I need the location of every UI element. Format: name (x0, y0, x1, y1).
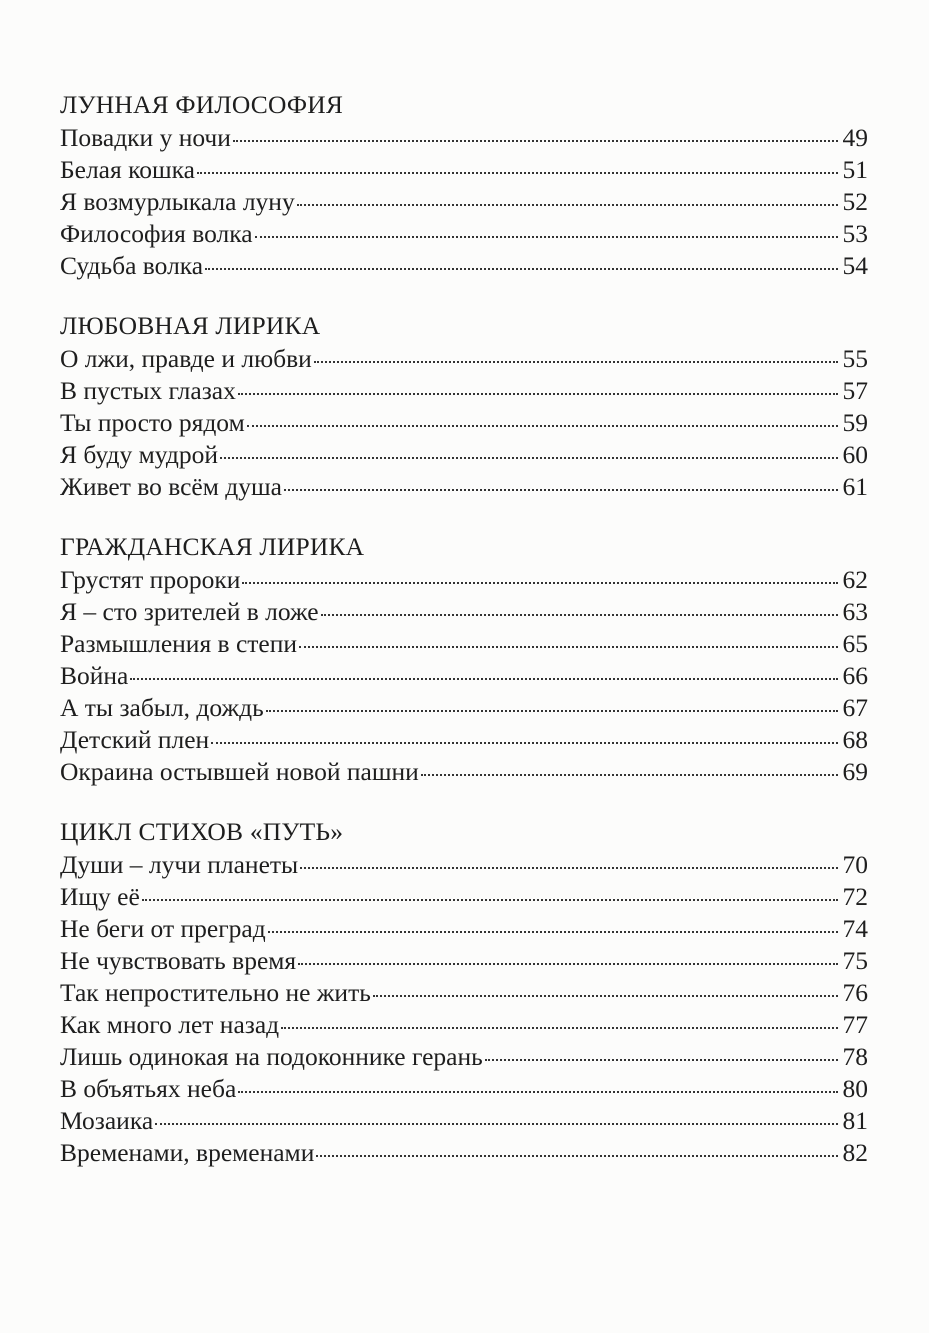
dot-leader (238, 393, 838, 395)
dot-leader (211, 742, 838, 744)
toc-entry (60, 881, 868, 913)
toc-entry (60, 1105, 868, 1137)
toc-entry (60, 1073, 868, 1105)
entry-title: Души – лучи планеты (60, 850, 299, 879)
page-number: 77 (842, 1010, 868, 1039)
entry-title: Я – сто зрителей в ложе (60, 597, 319, 626)
toc-entry (60, 186, 868, 218)
page-number: 75 (842, 946, 868, 975)
page-number: 57 (842, 376, 868, 405)
dot-leader (300, 867, 838, 869)
page-number: 67 (842, 693, 868, 722)
page-number: 82 (842, 1138, 868, 1167)
page-number: 49 (842, 123, 868, 152)
dot-leader (255, 236, 838, 238)
dot-leader (421, 774, 838, 776)
page-number: 53 (842, 219, 868, 248)
toc-section (60, 309, 868, 503)
dot-leader (316, 1155, 838, 1157)
page-number: 81 (842, 1106, 868, 1135)
entry-title: Повадки у ночи (60, 123, 231, 152)
toc-entry (60, 343, 868, 375)
entry-title: Философия волка (60, 219, 253, 248)
page-number: 70 (842, 850, 868, 879)
dot-leader (373, 995, 838, 997)
dot-leader (238, 1091, 838, 1093)
entry-title: Размышления в степи (60, 629, 298, 658)
dot-leader (197, 172, 838, 174)
entry-title: Не беги от преград (60, 914, 266, 943)
page-number: 63 (842, 597, 868, 626)
dot-leader (142, 899, 838, 901)
dot-leader (314, 361, 838, 363)
page-number: 80 (842, 1074, 868, 1103)
entry-title: Я возмурлыкала луну (60, 187, 295, 216)
dot-leader (130, 678, 838, 680)
dot-leader (299, 646, 838, 648)
toc-entry (60, 122, 868, 154)
page-number: 66 (842, 661, 868, 690)
toc-entry (60, 250, 868, 282)
entry-title: Грустят пророки (60, 565, 241, 594)
toc-entry (60, 913, 868, 945)
entry-title: Окраина остывшей новой пашни (60, 757, 419, 786)
section-title: ЦИКЛ СТИХОВ «ПУТЬ» (60, 817, 344, 846)
entry-title: Детский плен (60, 725, 210, 754)
page-number: 69 (842, 757, 868, 786)
entry-title: Белая кошка (60, 155, 195, 184)
entry-title: А ты забыл, дождь (60, 693, 264, 722)
page-number: 55 (842, 344, 868, 373)
page-number: 51 (842, 155, 868, 184)
page-number: 78 (842, 1042, 868, 1071)
dot-leader (220, 457, 838, 459)
section-title: ЛУННАЯ ФИЛОСОФИЯ (60, 90, 344, 119)
page-number: 62 (842, 565, 868, 594)
toc-entry (60, 407, 868, 439)
toc-entry (60, 1137, 868, 1169)
dot-leader (284, 489, 838, 491)
entry-title: Живет во всём душа (60, 472, 282, 501)
page-number: 74 (842, 914, 868, 943)
toc-section (60, 815, 868, 1169)
entry-title: Война (60, 661, 129, 690)
toc-entry (60, 1009, 868, 1041)
entry-title: В объятьях неба (60, 1074, 237, 1103)
toc-entry (60, 628, 868, 660)
dot-leader (205, 268, 838, 270)
toc-section (60, 88, 868, 282)
toc-entry (60, 724, 868, 756)
page-number: 65 (842, 629, 868, 658)
toc-entry (60, 471, 868, 503)
dot-leader (242, 582, 838, 584)
page-number: 59 (842, 408, 868, 437)
table-of-contents (60, 88, 868, 1196)
entry-title: Ищу её (60, 882, 140, 911)
page-number: 68 (842, 725, 868, 754)
toc-entry (60, 564, 868, 596)
toc-entry (60, 849, 868, 881)
toc-entry (60, 375, 868, 407)
entry-title: Мозаика (60, 1106, 154, 1135)
entry-title: О лжи, правде и любви (60, 344, 312, 373)
entry-title: Как много лет назад (60, 1010, 280, 1039)
section-title: ГРАЖДАНСКАЯ ЛИРИКА (60, 532, 365, 561)
section-title: ЛЮБОВНАЯ ЛИРИКА (60, 311, 321, 340)
page-number: 54 (842, 251, 868, 280)
entry-title: Ты просто рядом (60, 408, 245, 437)
dot-leader (233, 140, 838, 142)
toc-entry (60, 596, 868, 628)
entry-title: Судьба волка (60, 251, 204, 280)
entry-title: Лишь одинокая на подоконнике герань (60, 1042, 483, 1071)
dot-leader (268, 931, 838, 933)
dot-leader (155, 1123, 838, 1125)
page-number: 60 (842, 440, 868, 469)
toc-entry (60, 154, 868, 186)
entry-title: В пустых глазах (60, 376, 236, 405)
dot-leader (485, 1059, 838, 1061)
toc-entry (60, 977, 868, 1009)
entry-title: Не чувствовать время (60, 946, 297, 975)
dot-leader (297, 204, 838, 206)
toc-entry (60, 660, 868, 692)
toc-entry (60, 692, 868, 724)
toc-entry (60, 218, 868, 250)
dot-leader (281, 1027, 838, 1029)
entry-title: Временами, временами (60, 1138, 315, 1167)
toc-entry (60, 756, 868, 788)
entry-title: Я буду мудрой (60, 440, 219, 469)
dot-leader (298, 963, 838, 965)
page-number: 61 (842, 472, 868, 501)
toc-section (60, 530, 868, 788)
page-number: 76 (842, 978, 868, 1007)
page-number: 52 (842, 187, 868, 216)
toc-entry (60, 439, 868, 471)
dot-leader (321, 614, 838, 616)
page-number: 72 (842, 882, 868, 911)
entry-title: Так непростительно не жить (60, 978, 371, 1007)
dot-leader (247, 425, 838, 427)
toc-entry (60, 945, 868, 977)
dot-leader (266, 710, 838, 712)
toc-entry (60, 1041, 868, 1073)
